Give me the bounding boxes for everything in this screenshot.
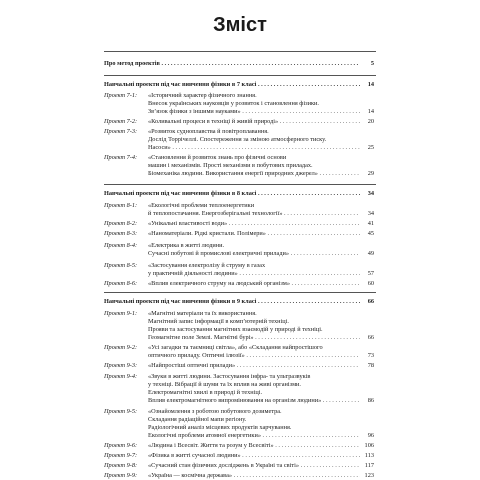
toc-entry — [104, 318, 374, 326]
toc-page-number: 123 — [364, 472, 374, 479]
toc-entry-title: у практичній діяльності людини» . . . — [148, 270, 360, 278]
toc-entry — [104, 118, 374, 126]
toc-page-number: 96 — [367, 432, 374, 439]
toc-page-number: 113 — [364, 452, 374, 459]
toc-entry — [104, 250, 374, 258]
toc-entry-label: Проект 8-1: — [104, 202, 138, 209]
toc-entry-title: «Становлення й розвиток знань про фізичні основи — [148, 154, 287, 161]
toc-entry-label: Проект 7-4: — [104, 154, 138, 161]
toc-entry-label: Проект 7-3: — [104, 128, 138, 135]
toc-entry-label: Проект 8-4: — [104, 242, 138, 249]
toc-entry-label: Проект 8-6: — [104, 280, 138, 287]
toc-entry — [104, 362, 374, 370]
toc-entry-title: оптичного приладу. Оптичні ілюзії» . . . — [148, 352, 360, 360]
toc-entry-title: «Звуки в житті людини. Застосування інфра- та ультразвуків — [148, 373, 311, 380]
toc-page-number: 34 — [367, 210, 374, 217]
toc-entry-title: Біомеханіка людини. Використання енергії природних джерел» . . . — [148, 170, 360, 178]
toc-entry-title: «Найпростіші оптичні прилади» . . . — [148, 362, 360, 370]
toc-entry — [104, 262, 374, 270]
toc-entry-title: «Історичний характер фізичного знання. — [148, 92, 257, 99]
toc-entry — [104, 202, 374, 210]
toc-page-number: 106 — [364, 442, 374, 449]
toc-entry-label: Проект 9-2: — [104, 344, 138, 351]
toc-entry-title: «Усі загадки та таємниці світла», або «Складання найпростішого — [148, 344, 323, 351]
toc-entry-title: Екологічні проблеми атомної енергетики» . . . — [148, 432, 360, 440]
toc-entry-title: Навчальні проекти під час вивчення фізики в 7 класі . . . — [104, 81, 360, 89]
toc-entry — [104, 310, 374, 318]
divider — [104, 184, 376, 185]
toc-entry-title: «Фізика в житті сучасної людини» . . . — [148, 452, 360, 460]
toc-entry-title: «Електрика в житті людини. — [148, 242, 225, 249]
toc-entry-title: Сучасні побутові й промислові електричні прилади» . . . — [148, 250, 360, 258]
toc-entry-title: Геомагнітне поле Землі. Магнітні бурі» . . . — [148, 334, 360, 342]
toc-entry-title: Вплив електромагнітного випромінювання на організм людини» . . . — [148, 397, 360, 405]
toc-entry-title: «Наноматеріали. Рідкі кристали. Полімери» . . . — [148, 230, 360, 238]
toc-section-heading — [104, 81, 374, 89]
toc-entry-title: «Коливальні процеси в техніці й живій природі» . . . — [148, 118, 360, 126]
toc-section-heading — [104, 298, 374, 306]
toc-entry — [104, 280, 374, 288]
toc-entry — [104, 344, 374, 352]
toc-page-number: 29 — [367, 170, 374, 177]
toc-entry — [104, 220, 374, 228]
toc-entry — [104, 108, 374, 116]
toc-entry-label: Проект 9-7: — [104, 452, 138, 459]
toc-entry-title: Радіологічний аналіз місцевих продуктів харчування. — [148, 424, 292, 431]
toc-entry-label: Проект 7-1: — [104, 92, 138, 99]
toc-page-number: 20 — [367, 118, 374, 125]
toc-page-number: 25 — [367, 144, 374, 151]
toc-entry-title: «Ознайомлення з роботою побутового дозиметра. — [148, 408, 282, 415]
toc-entry — [104, 472, 374, 480]
toc-entry-title: машин і механізмів. Прості механізми в побутових приладах. — [148, 162, 313, 169]
toc-entry-title: «Вплив електричного струму на людський організм» . . . — [148, 280, 360, 288]
toc-page-number: 73 — [367, 352, 374, 359]
toc-entry — [104, 432, 374, 440]
toc-page-number: 60 — [367, 280, 374, 287]
toc-page-number: 41 — [367, 220, 374, 227]
toc-entry-label: Проект 9-9: — [104, 472, 138, 479]
toc-entry — [104, 389, 374, 397]
toc-page-number: 86 — [367, 397, 374, 404]
toc-entry — [104, 230, 374, 238]
toc-entry — [104, 162, 374, 170]
toc-entry-title: «Україна — космічна держава» . . . — [148, 472, 360, 480]
toc-page-number: 49 — [367, 250, 374, 257]
toc-entry — [104, 397, 374, 405]
toc-entry — [104, 92, 374, 100]
toc-entry-title: «Унікальні властивості води» . . . — [148, 220, 360, 228]
toc-entry-label: Проект 8-3: — [104, 230, 138, 237]
toc-entry-label: Проект 8-5: — [104, 262, 138, 269]
toc-entry — [104, 424, 374, 432]
toc-entry — [104, 270, 374, 278]
toc-page-number: 57 — [367, 270, 374, 277]
toc-page-number: 14 — [367, 81, 374, 88]
toc-entry — [104, 352, 374, 360]
toc-page-number: 45 — [367, 230, 374, 237]
toc-entry-label: Проект 7-2: — [104, 118, 138, 125]
toc-entry — [104, 144, 374, 152]
toc-entry — [104, 210, 374, 218]
toc-entry-label: Проект 9-8: — [104, 462, 138, 469]
toc-entry-title: Про метод проектів . . . — [104, 60, 360, 68]
toc-entry-label: Проект 9-3: — [104, 362, 138, 369]
toc-entry-label: Проект 9-6: — [104, 442, 138, 449]
toc-section-heading — [104, 190, 374, 198]
toc-entry-title: Внесок українських науковців у розвиток і становлення фізики. — [148, 100, 319, 107]
toc-entry-title: Складання радіаційної мапи регіону. — [148, 416, 247, 423]
toc-entry — [104, 334, 374, 342]
toc-entry — [104, 408, 374, 416]
toc-entry-title: «Розвиток судноплавства й повітроплавання. — [148, 128, 269, 135]
toc-page-number: 117 — [364, 462, 374, 469]
toc-page-number: 66 — [367, 298, 374, 305]
toc-entry-title: Дослід Торрічеллі. Спостереження за зміною атмосферного тиску. — [148, 136, 327, 143]
toc-entry-label: Проект 9-4: — [104, 373, 138, 380]
toc-entry-title: Зв’язок фізики з іншими науками» . . . — [148, 108, 360, 116]
toc-entry-title: Магнітний запис інформації в комп’ютерній техніці. — [148, 318, 289, 325]
toc-entry — [104, 326, 374, 334]
toc-entry — [104, 100, 374, 108]
toc-entry — [104, 154, 374, 162]
toc-entry-title: й теплопостачання. Енергозберігальні технології» . . . — [148, 210, 360, 218]
toc-entry-title: Прояви та застосування магнітних взаємодій у природі й техніці. — [148, 326, 323, 333]
toc-entry-title: Навчальні проекти під час вивчення фізики в 9 класі . . . — [104, 298, 360, 306]
toc-entry — [104, 373, 374, 381]
toc-entry — [104, 242, 374, 250]
toc-page-number: 14 — [367, 108, 374, 115]
toc-page-number: 66 — [367, 334, 374, 341]
divider — [104, 51, 376, 52]
divider — [104, 292, 376, 293]
toc-entry-label: Проект 8-2: — [104, 220, 138, 227]
toc-entry-title: Насоси» . . . — [148, 144, 360, 152]
toc-entry-title: «Екологічні проблеми теплоенергетики — [148, 202, 255, 209]
toc-entry — [104, 170, 374, 178]
divider — [104, 75, 376, 76]
toc-entry-label: Проект 9-5: — [104, 408, 138, 415]
toc-entry — [104, 462, 374, 470]
page-title: Зміст — [213, 14, 267, 36]
toc-entry-title: «Магнітні матеріали та їх використання. — [148, 310, 257, 317]
toc-entry-title: «Людина і Всесвіт. Життя та розум у Всесвіті» . . . — [148, 442, 360, 450]
toc-entry — [104, 442, 374, 450]
toc-entry — [104, 416, 374, 424]
toc-page-number: 34 — [367, 190, 374, 197]
toc-entry-title: «Застосування електролізу й струму в газах — [148, 262, 266, 269]
toc-entry — [104, 136, 374, 144]
toc-entry — [104, 128, 374, 136]
toc-section-heading — [104, 60, 374, 68]
toc-entry-title: «Сучасний стан фізичних досліджень в Україні та світі» . . . — [148, 462, 360, 470]
toc-page-number: 5 — [370, 60, 374, 67]
toc-entry — [104, 381, 374, 389]
toc-entry-title: Електромагнітні хвилі в природі й техніці. — [148, 389, 263, 396]
toc-entry-title: у техніці. Вібрації й шуми та їх вплив на живі організми. — [148, 381, 301, 388]
toc-page-number: 78 — [367, 362, 374, 369]
toc-entry — [104, 452, 374, 460]
toc-entry-title: Навчальні проекти під час вивчення фізики в 8 класі . . . — [104, 190, 360, 198]
toc-entry-label: Проект 9-1: — [104, 310, 138, 317]
